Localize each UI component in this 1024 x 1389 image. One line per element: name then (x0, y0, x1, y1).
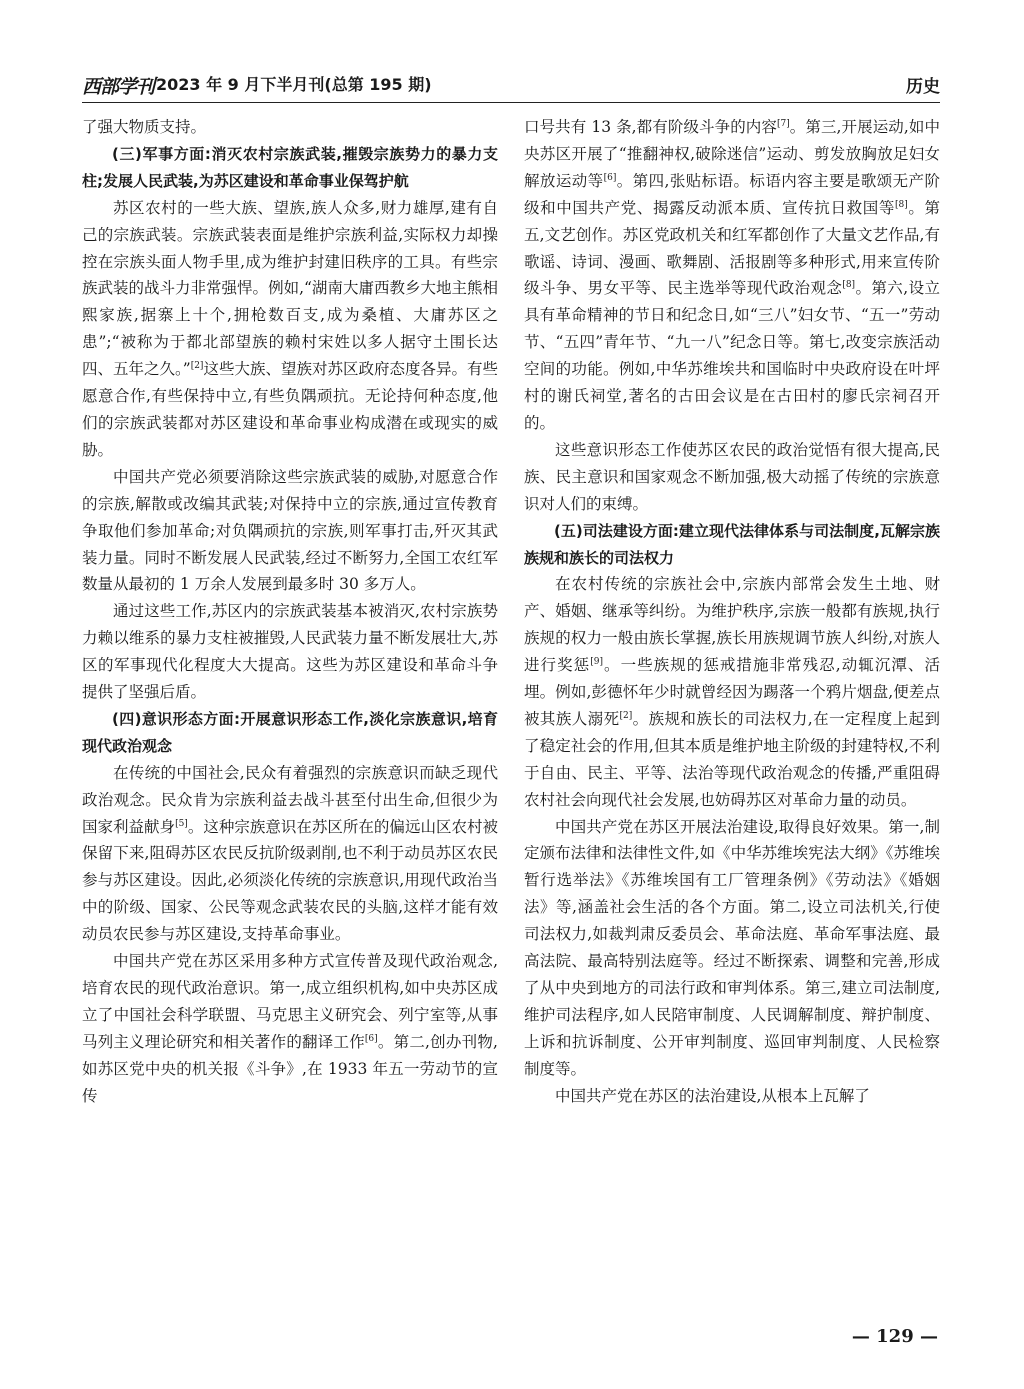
running-header (82, 70, 940, 100)
paragraph: 通过这些工作,苏区内的宗族武装基本被消灭,农村宗族势力赖以维系的暴力支柱被摧毁,人民武装力量不断发展壮大,苏区的军事现代化程度大大提高。这些为苏区建设和革命斗争提供了坚强后盾。 (82, 602, 498, 702)
paragraph: 中国共产党必须要消除这些宗族武装的威胁,对愿意合作的宗族,解散或改编其武装;对保持中立的宗族,通过宣传教育争取他们参加革命;对负隅顽抗的宗族,则军事打击,歼灭其武装力量。同时不断发展人民武装,经过不断努力,全国工农红军数量从最初的 1 万余人发展到最多时 30 多万人。 (82, 467, 498, 594)
paragraph: 苏区农村的一些大族、望族,族人众多,财力雄厚,建有自己的宗族武装。宗族武装表面是维护宗族利益,实际权力却操控在宗族头面人物手里,成为维护封建旧秩序的工具。有些宗族武装的战斗力非常强悍。例如,“湖南大庸西教乡大地主熊相熙家族,据寨上十个,拥枪数百支,成为桑植、大庸苏区之患”;“被称为于都北部望族的赖村宋姓以多人据守土围长达四、五年之久。”[2]这些大族、望族对苏区政府态度各异。有些愿意合作,有些保持中立,有些负隅顽抗。无论持何种态度,他们的宗族武装都对苏区建设和革命事业构成潜在或现实的威胁。 (82, 198, 498, 459)
section-heading-ideology: (四)意识形态方面:开展意识形态工作,淡化宗族意识,培育现代政治观念 (82, 709, 498, 755)
citation: [2] (190, 361, 204, 371)
left-column (82, 114, 498, 1110)
paragraph: 了强大物质支持。 (82, 118, 207, 136)
citation: [6] (364, 1033, 378, 1044)
citation: [8] (842, 280, 856, 291)
journal-logo: 西部学刊 (82, 76, 155, 98)
paragraph: 中国共产党在苏区的法治建设,从根本上瓦解了 (555, 1086, 870, 1105)
paragraph: 中国共产党在苏区开展法治建设,取得良好效果。第一,制定颁布法律和法律性文件,如《中华苏维埃宪法大纲》《苏维埃暂行选举法》《苏维埃国有工厂管理条例》《劳动法》《婚姻法》等,涵盖社会生活的各个方面。第二,设立司法机关,行使司法权力,如裁判肃反委员会、革命法庭、革命军事法庭、最高法院、最高特别法庭等。经过不断探索、调整和完善,形成了从中央到地方的司法行政和审判体系。第三,建立司法制度,维护司法程序,如人民陪审制度、人民调解制度、辩护制度、上诉和抗诉制度、公开审判制度、巡回审判制度、人民检察制度等。 (524, 817, 940, 1078)
issue-info: 2023 年 9 月下半月刊(总第 195 期) (156, 75, 432, 94)
citation: [7] (776, 118, 790, 129)
right-column (524, 114, 940, 1110)
citation: [9] (590, 656, 603, 667)
page-number: — 129 — (851, 1326, 938, 1347)
paragraph: 口号共有 13 条,都有阶级斗争的内容[7]。第三,开展运动,如中央苏区开展了“推翻神权,破除迷信”运动、剪发放胸放足妇女解放运动等[6]。第四,张贴标语。标语内容主要是歌颂无产阶级和中国共产党、揭露反动派本质、宣传抗日救国等[8]。第五,文艺创作。苏区党政机关和红军都创作了大量文艺作品,有歌谣、诗词、漫画、歌舞剧、活报剧等多种形式,用来宣传阶级斗争、男女平等、民主选举等现代政治观念[8]。第六,设立具有革命精神的节日和纪念日,如“三八”妇女节、“五一”劳动节、“五四”青年节、“九一八”纪念日等。第七,改变宗族活动空间的功能。例如,中华苏维埃共和国临时中央政府设在叶坪村的谢氏祠堂,著名的古田会议是在古田村的廖氏宗祠召开的。 (524, 118, 940, 432)
paragraph: 中国共产党在苏区采用多种方式宣传普及现代政治观念,培育农民的现代政治意识。第一,成立组织机构,如中央苏区成立了中国社会科学联盟、马克思主义研究会、列宁室等,从事马列主义理论研究和相关著作的翻译工作[6]。第二,创办刊物,如苏区党中央的机关报《斗争》,在 1933 年五一劳动节的宣传 (82, 952, 498, 1105)
citation: [5] (175, 818, 188, 829)
citation: [2] (619, 710, 633, 721)
paragraph: 这些意识形态工作使苏区农民的政治觉悟有很大提高,民族、民主意识和国家观念不断加强,极大动摇了传统的宗族意识对人们的束缚。 (524, 440, 940, 513)
paragraph: 在传统的中国社会,民众有着强烈的宗族意识而缺乏现代政治观念。民众肯为宗族利益去战斗甚至付出生命,但很少为国家利益献身[5]。这种宗族意识在苏区所在的偏远山区农村被保留下来,阻碍苏区农民反抗阶级剥削,也不利于动员苏区农民参与苏区建设。因此,必须淡化传统的宗族意识,用现代政治当中的阶级、国家、公民等观念武装农民的头脑,这样才能有效动员农民参与苏区建设,支持革命事业。 (82, 763, 498, 944)
section-heading-military: (三)军事方面:消灭农村宗族武装,摧毁宗族势力的暴力支柱;发展人民武装,为苏区建设和革命事业保驾护航 (82, 144, 498, 190)
section-name: 历史 (906, 77, 940, 97)
header-rule (82, 102, 940, 103)
citation: [8] (894, 199, 908, 210)
section-heading-judicial: (五)司法建设方面:建立现代法律体系与司法制度,瓦解宗族族规和族长的司法权力 (524, 521, 940, 567)
paragraph: 在农村传统的宗族社会中,宗族内部常会发生土地、财产、婚姻、继承等纠纷。为维护秩序,宗族一般都有族规,执行族规的权力一般由族长掌握,族长用族规调节族人纠纷,对族人进行奖惩[9]。一些族规的惩戒措施非常残忍,动辄沉潭、活埋。例如,彭德怀年少时就曾经因为踢落一个鸦片烟盘,便差点被其族人溺死[2]。族规和族长的司法权力,在一定程度上起到了稳定社会的作用,但其本质是维护地主阶级的封建特权,不利于自由、民主、平等、法治等现代政治观念的传播,严重阻碍农村社会向现代社会发展,也妨碍苏区对革命力量的动员。 (524, 575, 940, 809)
citation: [6] (603, 172, 617, 183)
